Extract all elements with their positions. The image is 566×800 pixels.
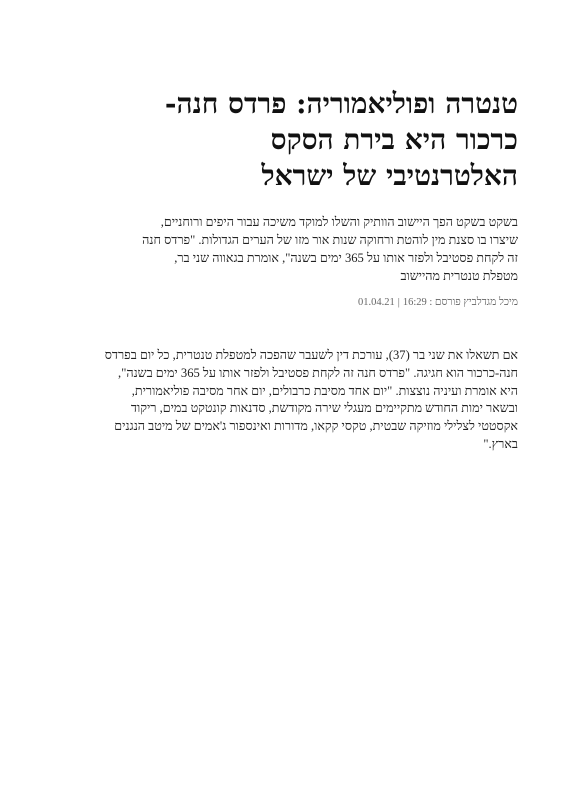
body-line: ובשאר ימות החודש מתקיימים מעגלי שירה מקודשת, סדנאות קונטקט במים, ריקוד [130, 401, 518, 416]
subtitle-line: בשקט בשקט הפך היישוב הוותיק והשלו למוקד משיכה עבור היפים ורוחניים, [160, 215, 518, 229]
author-name[interactable]: מיכל מגדלביץ [463, 297, 518, 308]
article-byline [78, 297, 518, 308]
published-label: פורסם : [429, 297, 461, 308]
publish-time: 16:29 [402, 297, 427, 308]
headline-line: כרכור היא בירת הסקס [270, 123, 518, 156]
subtitle-line: זה לקחת פסטיבל ולפזר אותו על 365 ימים בשנה", אומרת בגאווה שני בר, [174, 251, 518, 265]
article-body [78, 347, 518, 454]
body-line: אם תשאלו את שני בר (37), עורכת דין לשעבר שהפכה למטפלת טנטרית, כל יום בפרדס [104, 348, 518, 362]
headline-line: האלטרנטיבי של ישראל [261, 159, 518, 192]
body-line: בארץ." [483, 436, 518, 451]
subtitle-line: שיצרו בו סצנת מין לוהטת ורחוקה שנות אור מזו של הערים הגדולות. "פרדס חנה [142, 233, 518, 247]
body-line: היא אומרת ועיניה נוצצות. "יום אחד מסיבת כרבולים, יום אחר מסיבה פוליאמורית, [131, 383, 518, 398]
body-line: אקסטטי לצלילי מוזיקה שבטית, טקסי קקאו, מדורות ואינספור ג'אמים של מיטב הנגנים [114, 419, 518, 434]
subtitle-line: מטפלת טנטרית מהיישוב [400, 269, 518, 283]
article-subtitle [78, 213, 518, 285]
timestamp-separator: | [397, 297, 400, 308]
publish-timestamp [358, 297, 427, 308]
publish-date: 01.04.21 [357, 297, 395, 308]
article-headline [78, 86, 518, 194]
body-line: חנה-כרכור הוא חגיגה. "פרדס חנה זה לקחת פסטיבל ולפזר אותו על 365 ימים בשנה", [118, 365, 518, 380]
headline-line: טנטרה ופוליאמוריה: פרדס חנה- [164, 87, 518, 120]
